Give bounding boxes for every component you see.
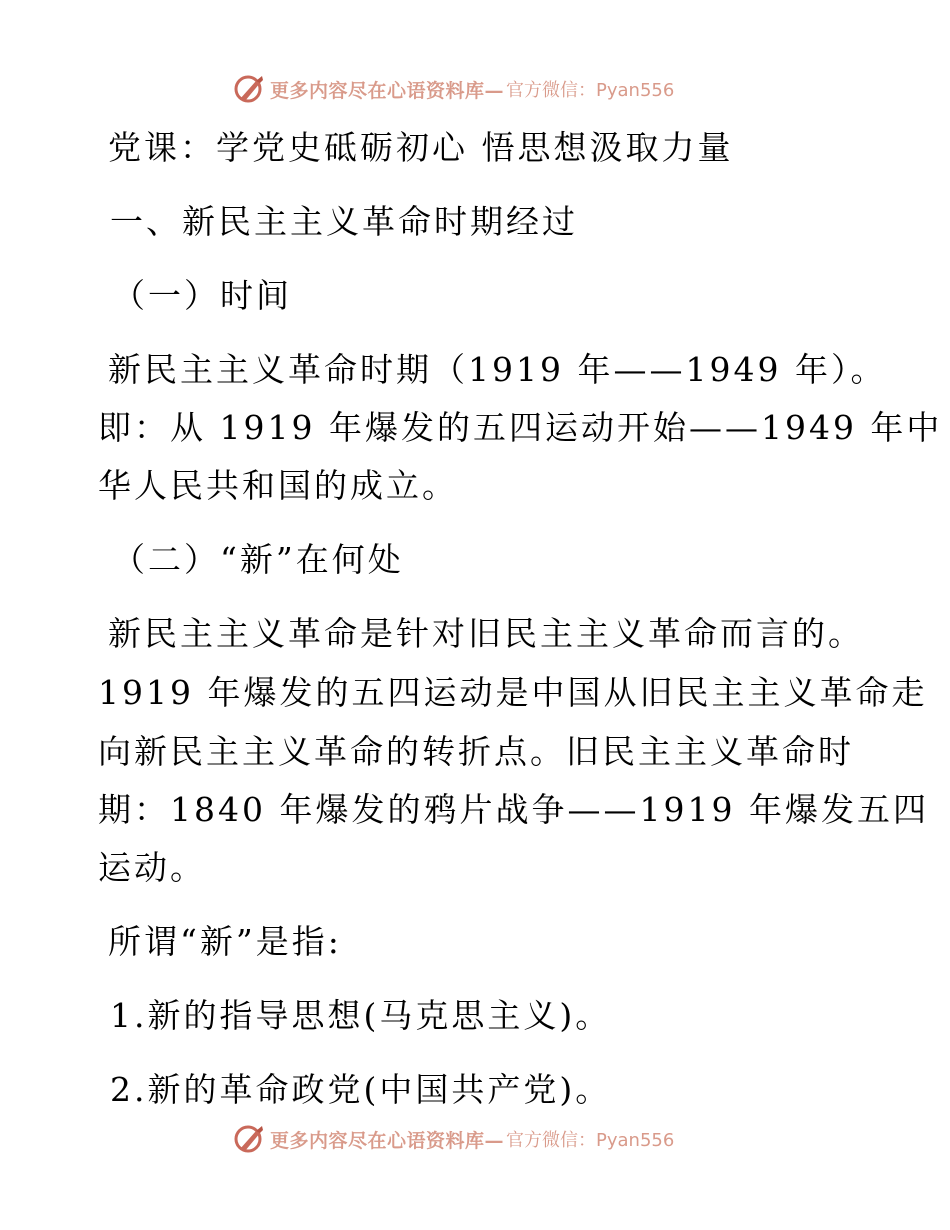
watermark-text: 更多内容尽在心语资料库— xyxy=(270,1129,505,1152)
watermark-wechat: 官方微信：Pyan556 xyxy=(506,80,675,101)
paragraph-line: 新民主主义革命时期（1919 年——1949 年）。 xyxy=(108,350,887,389)
paragraph-line: 运动。 xyxy=(98,848,206,887)
paragraph-line: 即：从 1919 年爆发的五四运动开始——1949 年中 xyxy=(98,408,943,447)
paragraph-line: 新民主主义革命是针对旧民主主义革命而言的。 xyxy=(108,614,864,653)
paragraph-line: 期：1840 年爆发的鸦片战争——1919 年爆发五四 xyxy=(98,790,929,829)
paragraph-line: 向新民主主义革命的转折点。旧民主主义革命时 xyxy=(98,732,854,771)
watermark-header xyxy=(232,72,674,106)
new-intro-line: 所谓“新”是指: xyxy=(108,922,342,961)
subsection-heading-time: （一）时间 xyxy=(112,276,292,315)
paragraph-line: 1919 年爆发的五四运动是中国从旧民主主义革命走 xyxy=(98,673,928,712)
pen-logo-icon xyxy=(232,72,266,106)
section-heading: 一、新民主主义革命时期经过 xyxy=(110,202,578,241)
paragraph-line: 华人民共和国的成立。 xyxy=(98,466,458,505)
list-item: 1.新的指导思想(马克思主义)。 xyxy=(110,996,612,1035)
pen-logo-icon xyxy=(232,1122,266,1156)
document-title: 党课：学党史砥砺初心 悟思想汲取力量 xyxy=(108,128,734,167)
watermark-wechat: 官方微信：Pyan556 xyxy=(506,1130,675,1151)
watermark-text: 更多内容尽在心语资料库— xyxy=(270,79,505,102)
subsection-heading-new: （二）“新”在何处 xyxy=(112,540,404,579)
watermark-footer xyxy=(232,1122,674,1156)
list-item: 2.新的革命政党(中国共产党)。 xyxy=(110,1070,612,1109)
